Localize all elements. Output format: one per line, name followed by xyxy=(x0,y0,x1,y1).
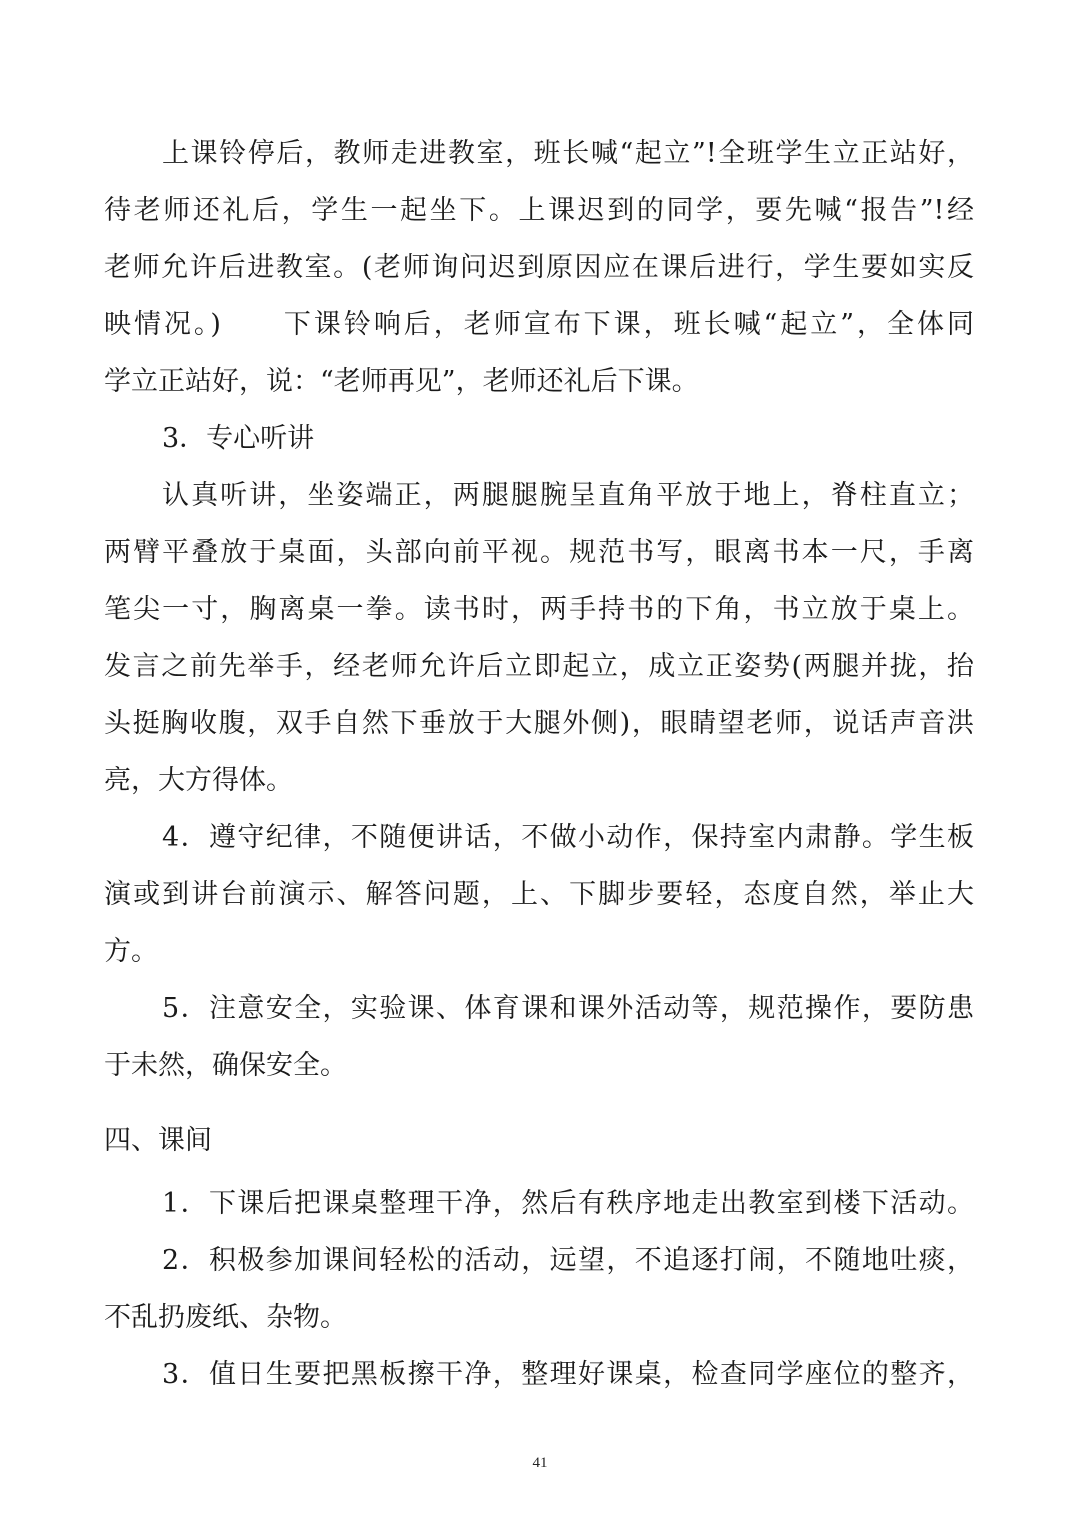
paragraph-line: 两臂平叠放于桌面，头部向前平视。规范书写，眼离书本一尺，手离 xyxy=(104,537,974,568)
paragraph-line: 5．注意安全，实验课、体育课和课外活动等，规范操作，要防患 xyxy=(162,993,974,1024)
paragraph-line: 上课铃停后，教师走进教室，班长喊“起立”!全班学生立正站好， xyxy=(162,138,974,169)
paragraph-line: 学立正站好，说：“老师再见”，老师还礼后下课。 xyxy=(104,366,699,397)
paragraph-line: 头挺胸收腹，双手自然下垂放于大腿外侧)，眼睛望老师，说话声音洪 xyxy=(104,708,974,739)
section-heading: 3．专心听讲 xyxy=(162,423,315,454)
chapter-heading: 四、课间 xyxy=(104,1125,212,1156)
paragraph-line: 发言之前先举手，经老师允许后立即起立，成立正姿势(两腿并拢，抬 xyxy=(104,651,974,682)
paragraph-line: 认真听讲，坐姿端正，两腿腿腕呈直角平放于地上，脊柱直立； xyxy=(162,480,974,511)
paragraph-line: 老师允许后进教室。(老师询问迟到原因应在课后进行，学生要如实反 xyxy=(104,252,974,283)
page-number: 41 xyxy=(532,1455,548,1471)
paragraph-line: 方。 xyxy=(104,936,158,967)
paragraph-line: 4．遵守纪律，不随便讲话，不做小动作，保持室内肃静。学生板 xyxy=(162,822,974,853)
paragraph-line: 1．下课后把课桌整理干净，然后有秩序地走出教室到楼下活动。 xyxy=(162,1188,974,1219)
paragraph-line: 待老师还礼后，学生一起坐下。上课迟到的同学，要先喊“报告”!经 xyxy=(104,195,974,226)
paragraph-line: 不乱扔废纸、杂物。 xyxy=(104,1302,347,1333)
paragraph-line: 2．积极参加课间轻松的活动，远望，不追逐打闹，不随地吐痰， xyxy=(162,1245,974,1276)
paragraph-line: 演或到讲台前演示、解答问题，上、下脚步要轻，态度自然，举止大 xyxy=(104,879,974,910)
paragraph-line: 映情况。) 下课铃响后，老师宣布下课，班长喊“起立”，全体同 xyxy=(104,309,974,340)
paragraph-line: 笔尖一寸，胸离桌一拳。读书时，两手持书的下角，书立放于桌上。 xyxy=(104,594,974,625)
paragraph-line: 亮，大方得体。 xyxy=(104,765,293,796)
paragraph-line: 3．值日生要把黑板擦干净，整理好课桌，检查同学座位的整齐， xyxy=(162,1359,974,1390)
paragraph-line: 于未然，确保安全。 xyxy=(104,1050,347,1081)
